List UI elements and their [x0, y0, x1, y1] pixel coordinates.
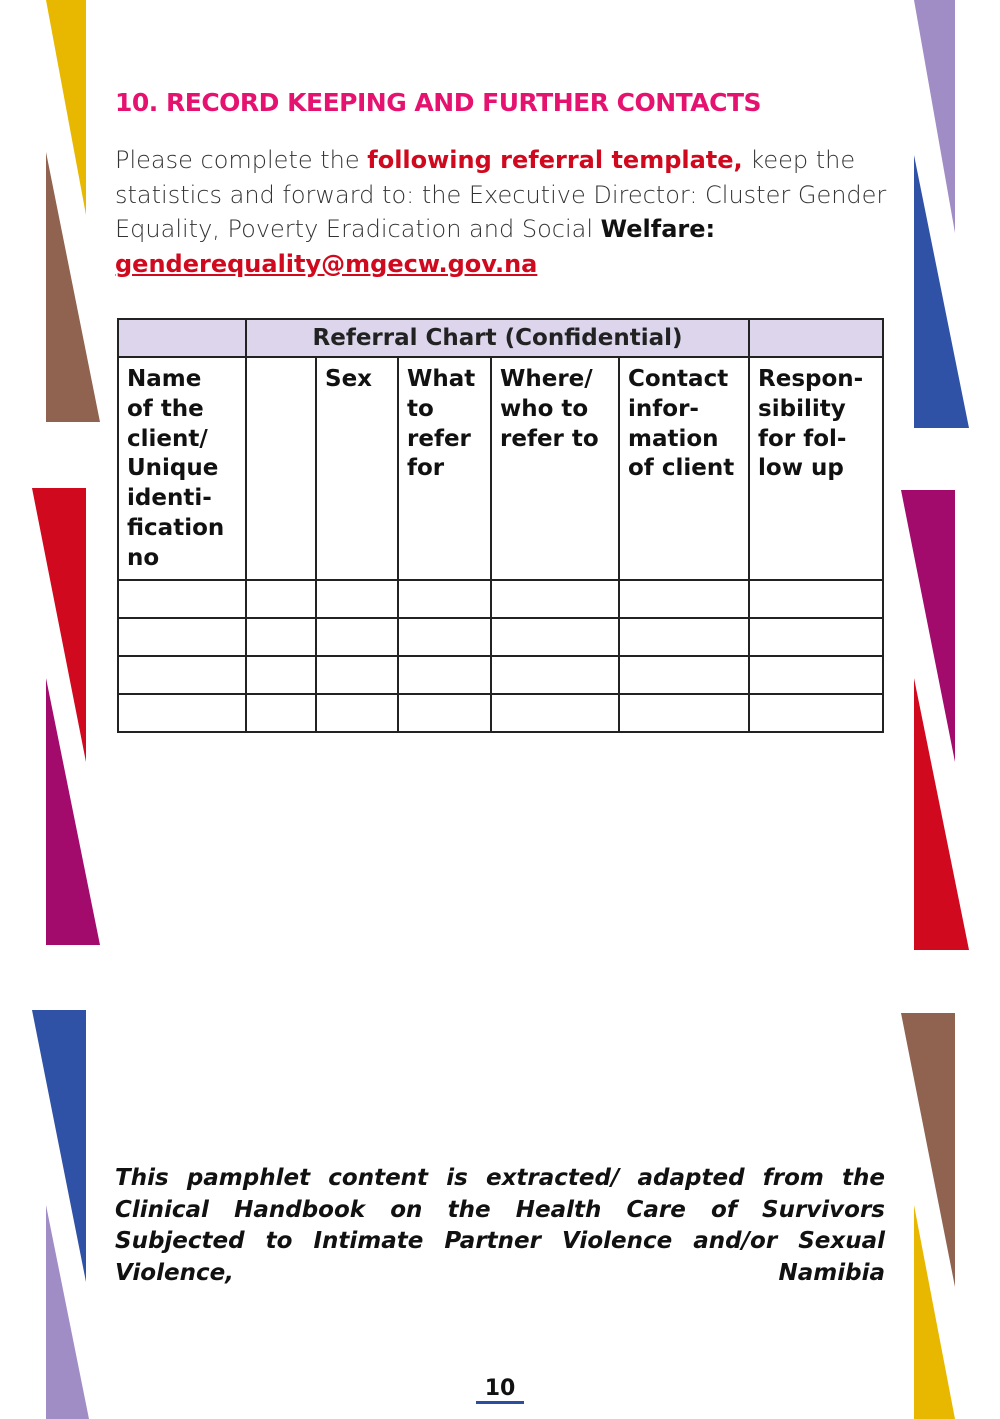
stripe-right-magenta	[901, 490, 955, 762]
table-cell[interactable]	[491, 618, 619, 656]
welfare-label: Welfare:	[600, 215, 716, 243]
source-footnote: This pamphlet content is extracted/ adapted from the Clinical Handbook on the Health Care of Survivors Subjected to Intimate Partner Violence and/or Sexual Violence, Namibia	[115, 1165, 885, 1286]
col-what-to-refer: What to refer for	[398, 357, 491, 580]
section-title: 10. RECORD KEEPING AND FURTHER CONTACTS	[115, 88, 762, 117]
table-cell[interactable]	[619, 580, 749, 618]
table-cell[interactable]	[619, 618, 749, 656]
stripe-right-red	[914, 678, 969, 950]
table-cell[interactable]	[118, 656, 246, 694]
table-row	[118, 656, 883, 694]
table-row	[118, 618, 883, 656]
table-cell[interactable]	[749, 694, 883, 732]
table-row	[118, 694, 883, 732]
table-cell[interactable]	[491, 580, 619, 618]
intro-lead: Please complete the	[115, 146, 368, 174]
table-cell[interactable]	[118, 618, 246, 656]
stripe-left-red	[32, 488, 86, 762]
column-header-row	[118, 357, 883, 580]
col-responsibility: Respon- sibility for fol- low up	[749, 357, 883, 580]
table-cell[interactable]	[749, 656, 883, 694]
table-cell[interactable]	[749, 618, 883, 656]
table-cell[interactable]	[246, 694, 316, 732]
table-cell[interactable]	[749, 580, 883, 618]
table-cell[interactable]	[316, 656, 398, 694]
table-header-row	[118, 319, 883, 357]
page-number: 10	[484, 1376, 516, 1401]
page-number-underline	[476, 1401, 524, 1404]
header-blank-right	[749, 319, 883, 357]
table-cell[interactable]	[246, 618, 316, 656]
table-cell[interactable]	[619, 694, 749, 732]
table-row	[118, 580, 883, 618]
table-cell[interactable]	[246, 656, 316, 694]
intro-paragraph	[115, 143, 890, 281]
header-blank-left	[118, 319, 246, 357]
intro-rest: keep the statistics and forward to: the Executive Director: Cluster Gender Equality, Poverty Eradication and Social	[115, 146, 887, 243]
col-unlabeled	[246, 357, 316, 580]
email-link[interactable]: genderequality@mgecw.gov.na	[115, 249, 538, 278]
table-cell[interactable]	[246, 580, 316, 618]
table-cell[interactable]	[316, 618, 398, 656]
table-cell[interactable]	[398, 694, 491, 732]
stripe-right-brown	[901, 1013, 955, 1287]
col-client-name: Name of the client/ Unique identi- fication no	[118, 357, 246, 580]
table-cell[interactable]	[398, 580, 491, 618]
intro-highlight: following referral template,	[367, 146, 743, 174]
table-cell[interactable]	[398, 618, 491, 656]
table-cell[interactable]	[398, 656, 491, 694]
table-cell[interactable]	[491, 694, 619, 732]
col-contact-info: Contact infor- mation of client	[619, 357, 749, 580]
table-cell[interactable]	[316, 694, 398, 732]
table-cell[interactable]	[316, 580, 398, 618]
table-cell[interactable]	[491, 656, 619, 694]
stripe-left-magenta	[46, 678, 100, 945]
referral-chart-table	[117, 318, 884, 733]
referral-chart-header: Referral Chart (Confidential)	[246, 319, 749, 357]
col-sex: Sex	[316, 357, 398, 580]
stripe-left-blue	[32, 1010, 86, 1282]
stripe-left-brown	[46, 152, 100, 422]
stripe-right-blue	[914, 155, 969, 428]
table-cell[interactable]	[118, 694, 246, 732]
table-cell[interactable]	[118, 580, 246, 618]
col-where-to-refer: Where/ who to refer to	[491, 357, 619, 580]
table-cell[interactable]	[619, 656, 749, 694]
